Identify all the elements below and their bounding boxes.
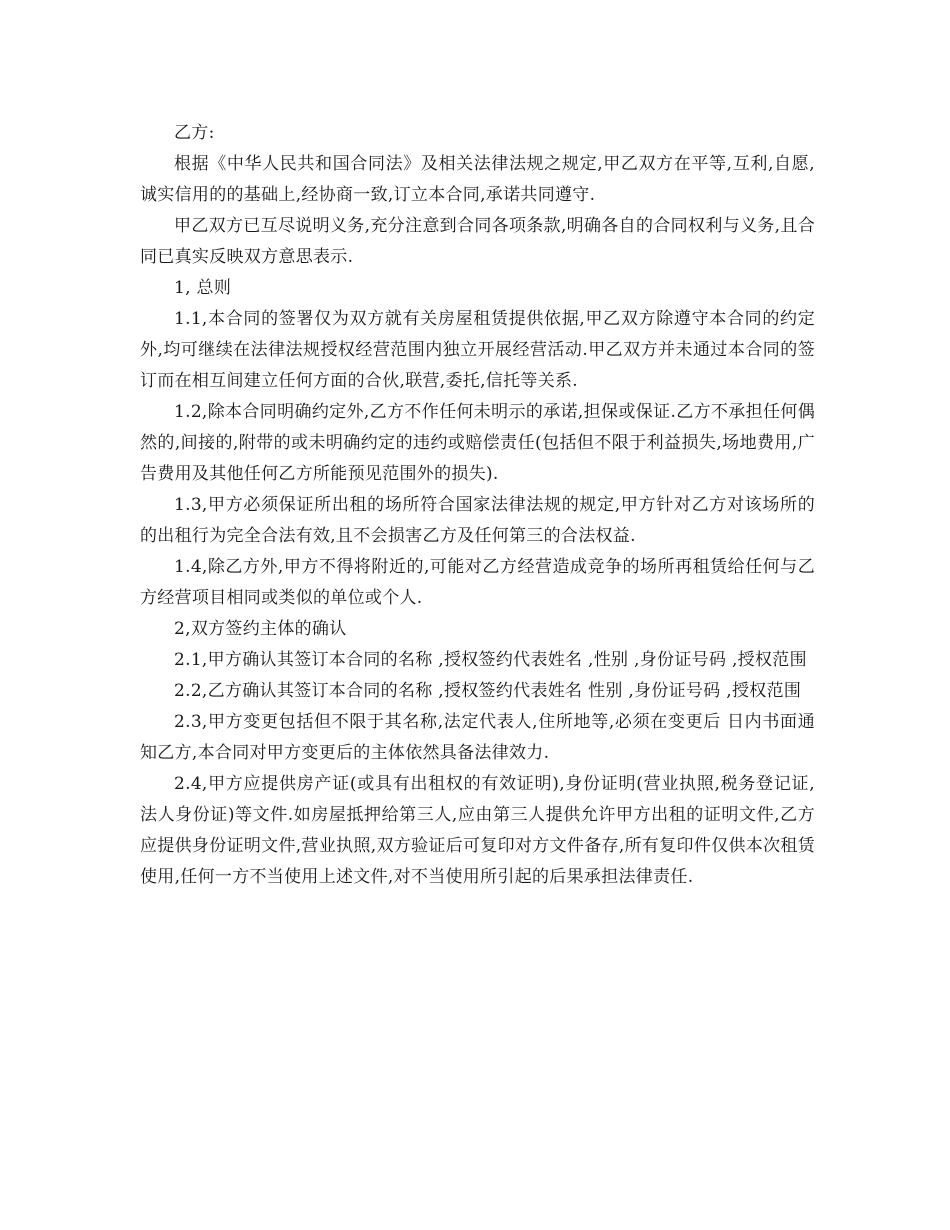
- party-b-line: 乙方:: [174, 123, 215, 143]
- section-2-heading: 2,双方签约主体的确认: [174, 619, 347, 639]
- disclosure-paragraph: 甲乙双方已互尽说明义务,充分注意到合同各项条款,明确各自的合同权利与义务,且合同已真实反映双方意思表示.: [140, 216, 815, 267]
- clause-2-4: 2.4,甲方应提供房产证(或具有出租权的有效证明),身份证明(营业执照,税务登记证,法人身份证)等文件.如房屋抵押给第三人,应由第三人提供允许甲方出租的证明文件,乙方应提供身份证明文件,营业执照,双方验证后可复印对方文件备存,所有复印件仅供本次租赁使用,任何一方不当使用上述文件,对不当使用所引起的后果承担法律责任.: [140, 774, 815, 887]
- clause-1-1: 1.1,本合同的签署仅为双方就有关房屋租赁提供依据,甲乙双方除遵守本合同的约定外,均可继续在法律法规授权经营范围内独立开展经营活动.甲乙双方并未通过本合同的签订而在相互间建立任何方面的合伙,联营,委托,信托等关系.: [140, 309, 815, 391]
- clause-2-3: 2.3,甲方变更包括但不限于其名称,法定代表人,住所地等,必须在变更后 日内书面通知乙方,本合同对甲方变更后的主体依然具备法律效力.: [140, 712, 815, 763]
- clause-2-2: 2.2,乙方确认其签订本合同的名称 ,授权签约代表姓名 性别 ,身份证号码 ,授权范围: [174, 681, 802, 701]
- clause-1-3: 1.3,甲方必须保证所出租的场所符合国家法律法规的规定,甲方针对乙方对该场所的的出租行为完全合法有效,且不会损害乙方及任何第三的合法权益.: [140, 495, 815, 546]
- contract-text: [140, 118, 815, 893]
- clause-2-1: 2.1,甲方确认其签订本合同的名称 ,授权签约代表姓名 ,性别 ,身份证号码 ,授权范围: [174, 650, 807, 670]
- preamble-paragraph: 根据《中华人民共和国合同法》及相关法律法规之规定,甲乙双方在平等,互利,自愿,诚实信用的的基础上,经协商一致,订立本合同,承诺共同遵守.: [140, 154, 815, 205]
- clause-1-2: 1.2,除本合同明确约定外,乙方不作任何未明示的承诺,担保或保证.乙方不承担任何偶然的,间接的,附带的或未明确约定的违约或赔偿责任(包括但不限于利益损失,场地费用,广告费用及其他任何乙方所能预见范围外的损失).: [140, 402, 815, 484]
- section-1-heading: 1, 总则: [174, 278, 232, 298]
- clause-1-4: 1.4,除乙方外,甲方不得将附近的,可能对乙方经营造成竞争的场所再租赁给任何与乙方经营项目相同或类似的单位或个人.: [140, 557, 815, 608]
